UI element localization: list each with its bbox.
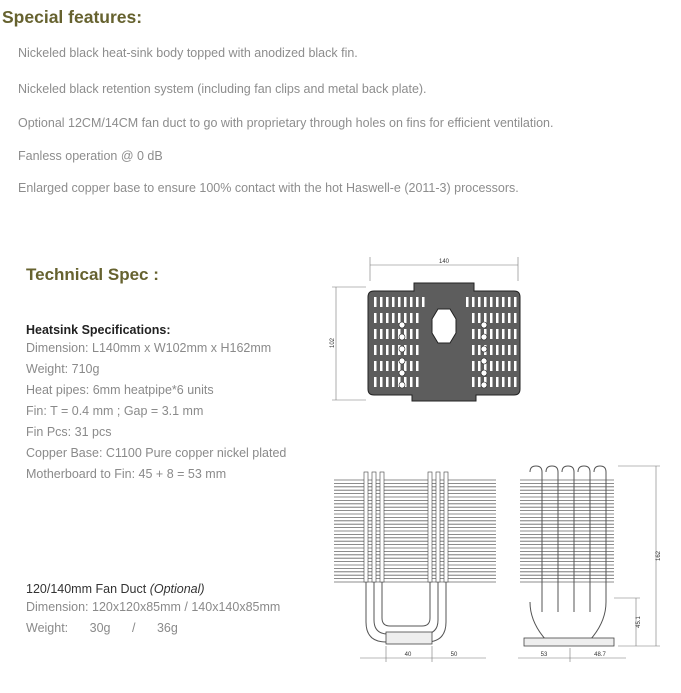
fin-slot	[502, 313, 505, 323]
fan-duct-title	[26, 582, 205, 596]
fin-slot	[472, 361, 475, 371]
heatpipe-hole	[399, 346, 405, 352]
fin-slot	[478, 329, 481, 339]
fin-slot	[508, 361, 511, 371]
heatpipe-hole	[399, 382, 405, 388]
front-view-drawing	[326, 462, 506, 670]
fan-duct-weight-140: 36g	[156, 621, 178, 635]
fin-slot	[410, 345, 413, 355]
fin-slot	[502, 377, 505, 387]
heatpipe-hole	[481, 334, 487, 340]
special-features-heading: Special features:	[2, 7, 143, 27]
fan-duct-weight	[26, 621, 178, 635]
heatpipe-segment	[380, 472, 384, 582]
fin-slot	[380, 361, 383, 371]
spec-line: Heat pipes: 6mm heatpipe*6 units	[26, 383, 214, 397]
fin-slot	[410, 313, 413, 323]
heatpipe-hole	[481, 358, 487, 364]
fin-slot	[484, 313, 487, 323]
fin-slot	[478, 345, 481, 355]
fin-slot	[508, 329, 511, 339]
front-fin-stack	[334, 472, 496, 582]
fin-slot	[416, 313, 419, 323]
top-view-drawing	[326, 253, 526, 408]
fin-slot	[490, 313, 493, 323]
fin-slot	[392, 345, 395, 355]
fin-slot	[502, 297, 505, 307]
fin-slot	[496, 345, 499, 355]
heatsink-spec-title: Heatsink Specifications:	[26, 323, 171, 337]
heatpipe-segment	[428, 472, 432, 582]
fin-slot	[410, 377, 413, 387]
fin-slot	[374, 297, 377, 307]
fin-slot	[392, 329, 395, 339]
fin-slot	[380, 313, 383, 323]
feature-item: Fanless operation @ 0 dB	[18, 149, 163, 163]
fin-slot	[490, 377, 493, 387]
fan-duct-dimension: Dimension: 120x120x85mm / 140x140x85mm	[26, 600, 281, 614]
heatpipe-hole	[481, 382, 487, 388]
fin-slot	[508, 345, 511, 355]
fin-slot	[398, 313, 401, 323]
side-heatpipes	[530, 466, 606, 640]
fin-slot	[496, 297, 499, 307]
fin-slot	[374, 313, 377, 323]
fin-slot	[380, 297, 383, 307]
fan-duct-weight-sep: /	[131, 621, 136, 635]
feature-item: Enlarged copper base to ensure 100% contact with the hot Haswell-e (2011-3) processors.	[18, 181, 519, 195]
feature-item: Nickeled black heat-sink body topped with anodized black fin.	[18, 46, 358, 60]
side-copper-base	[524, 638, 614, 646]
heatpipe-hole	[399, 334, 405, 340]
fin-slot	[484, 297, 487, 307]
spec-line: Weight: 710g	[26, 362, 100, 376]
feature-item: Optional 12CM/14CM fan duct to go with proprietary through holes on fins for efficient ventilation.	[18, 116, 554, 130]
fin-slot	[472, 313, 475, 323]
front-right-label: 50	[450, 652, 458, 658]
fin-slot	[514, 361, 517, 371]
fin-slot	[386, 329, 389, 339]
heatpipe-hole	[399, 370, 405, 376]
fin-slot	[410, 329, 413, 339]
fin-slot	[496, 329, 499, 339]
fin-slot	[508, 297, 511, 307]
fin-slot	[374, 377, 377, 387]
fin-slot	[478, 361, 481, 371]
top-view-width-label: 140	[438, 259, 450, 265]
fin-slot	[490, 329, 493, 339]
heatpipe-segment	[372, 472, 376, 582]
fin-slot	[472, 297, 475, 307]
fin-slot	[404, 297, 407, 307]
fin-slot	[404, 313, 407, 323]
fan-duct-weight-label: Weight:	[26, 621, 69, 635]
fin-slot	[380, 329, 383, 339]
spec-line: Dimension: L140mm x W102mm x H162mm	[26, 341, 272, 355]
fin-slot	[496, 377, 499, 387]
side-view-drawing	[510, 462, 680, 670]
fin-slot	[380, 345, 383, 355]
center-mount-hole	[432, 309, 456, 343]
fin-slot	[386, 377, 389, 387]
fin-slot	[416, 361, 419, 371]
fin-slot	[386, 313, 389, 323]
fin-slot	[514, 345, 517, 355]
fin-slot	[422, 297, 425, 307]
top-view-height-label: 102	[330, 337, 336, 349]
fin-slot	[374, 345, 377, 355]
front-copper-base	[386, 632, 432, 644]
fin-slot	[502, 345, 505, 355]
fin-slot	[380, 377, 383, 387]
fin-slot	[472, 345, 475, 355]
heatpipe-hole	[399, 358, 405, 364]
heatpipe-segment	[444, 472, 448, 582]
heatpipe-segment	[364, 472, 368, 582]
spec-line: Motherboard to Fin: 45 + 8 = 53 mm	[26, 467, 227, 481]
fin-slot	[478, 313, 481, 323]
fin-slot	[502, 361, 505, 371]
fin-slot	[410, 297, 413, 307]
fin-slot	[472, 377, 475, 387]
fin-slot	[478, 297, 481, 307]
fin-slot	[508, 377, 511, 387]
heatpipe-segment	[436, 472, 440, 582]
fin-slot	[466, 297, 469, 307]
fin-slot	[502, 329, 505, 339]
side-fin-stack	[520, 480, 614, 582]
fin-slot	[508, 313, 511, 323]
heatpipe-hole	[481, 322, 487, 328]
fin-slot	[416, 345, 419, 355]
heatpipe-hole	[399, 322, 405, 328]
technical-spec-heading: Technical Spec :	[26, 265, 159, 284]
fin-slot	[514, 329, 517, 339]
spec-line: Copper Base: C1100 Pure copper nickel plated	[26, 446, 287, 460]
fin-slot	[374, 361, 377, 371]
fin-slot	[392, 361, 395, 371]
spec-line: Fin: T = 0.4 mm ; Gap = 3.1 mm	[26, 404, 204, 418]
fin-slot	[392, 313, 395, 323]
fin-slot	[472, 329, 475, 339]
front-left-label: 40	[404, 652, 412, 658]
fin-slot	[410, 361, 413, 371]
fin-slot	[514, 297, 517, 307]
side-base-label: 45.1	[636, 616, 642, 628]
fin-slot	[490, 361, 493, 371]
side-left-label: 53	[540, 652, 548, 658]
fan-duct-title-text: 120/140mm Fan Duct	[26, 582, 147, 596]
side-height-label: 162	[656, 550, 662, 562]
fan-duct-optional-note: (Optional)	[149, 582, 205, 596]
fin-slot	[416, 377, 419, 387]
fin-slot	[398, 297, 401, 307]
fin-slot	[392, 297, 395, 307]
heatpipe-hole	[481, 346, 487, 352]
fin-slot	[416, 297, 419, 307]
fin-slot	[374, 329, 377, 339]
fan-duct-weight-120: 30g	[89, 621, 111, 635]
fin-slot	[416, 329, 419, 339]
feature-item: Nickeled black retention system (including fan clips and metal back plate).	[18, 82, 427, 96]
spec-line: Fin Pcs: 31 pcs	[26, 425, 112, 439]
fin-slot	[514, 313, 517, 323]
fin-slot	[496, 361, 499, 371]
fin-slot	[496, 313, 499, 323]
heatpipe-hole	[481, 370, 487, 376]
fin-slot	[490, 345, 493, 355]
fin-slot	[386, 297, 389, 307]
fin-slot	[478, 377, 481, 387]
fin-slot	[386, 345, 389, 355]
fin-slot	[514, 377, 517, 387]
fin-slot	[386, 361, 389, 371]
fin-slot	[392, 377, 395, 387]
side-right-label: 48.7	[594, 652, 606, 658]
fin-slot	[490, 297, 493, 307]
